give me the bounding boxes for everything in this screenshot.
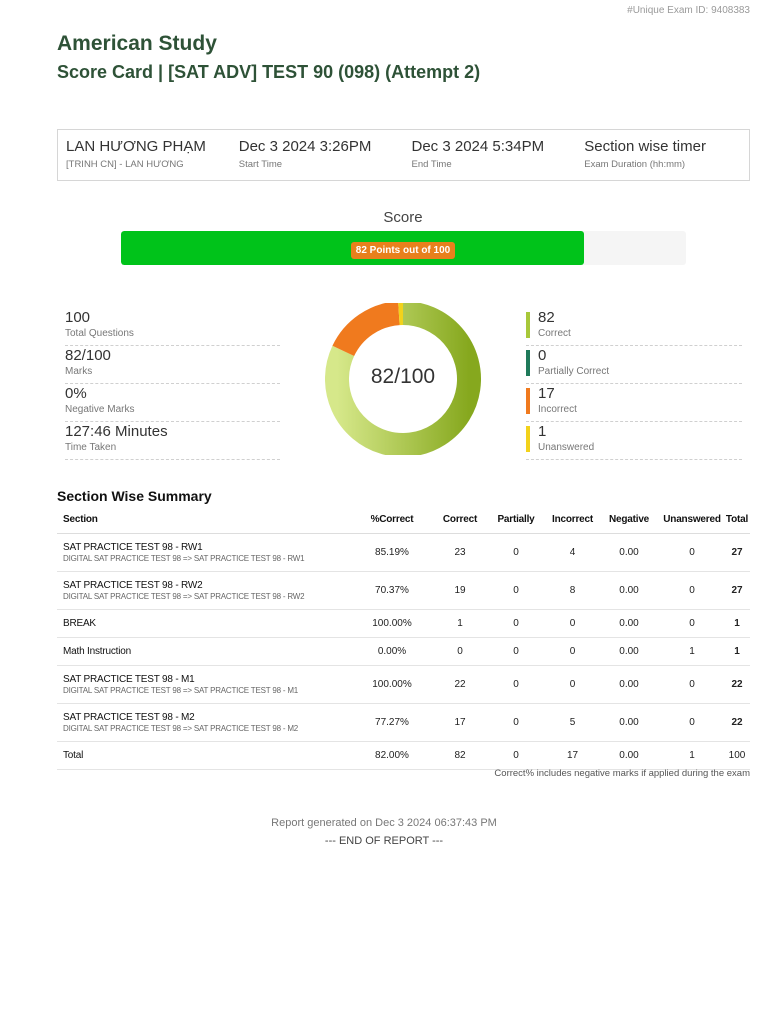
- end-of-report-text: --- END OF REPORT ---: [324, 835, 444, 847]
- legend-swatch-partial: [526, 350, 530, 376]
- stat-correct: [526, 308, 742, 346]
- correct-cell: 22: [435, 665, 485, 703]
- section-path: DIGITAL SAT PRACTICE TEST 98 => SAT PRACTICE TEST 98 - M2: [63, 723, 299, 733]
- table-row: [57, 637, 750, 665]
- donut-slice-incorrect: [343, 313, 399, 351]
- correct-cell: 82: [435, 741, 485, 769]
- scorecard-title: Score Card | [SAT ADV] TEST 90 (098) (Attempt 2): [57, 62, 481, 82]
- table-row: [57, 703, 750, 741]
- column-header: Unanswered: [660, 507, 724, 533]
- total-cell: 22: [724, 665, 750, 703]
- correct-cell: 0: [435, 637, 485, 665]
- table-row: [57, 533, 750, 571]
- unanswered-cell: 0: [660, 533, 724, 571]
- section-path: DIGITAL SAT PRACTICE TEST 98 => SAT PRACTICE TEST 98 - M1: [63, 685, 299, 695]
- pct-correct-cell: 0.00%: [349, 637, 435, 665]
- total-cell: 27: [724, 571, 750, 609]
- unanswered-cell: 0: [660, 609, 724, 637]
- org-name: American Study: [57, 32, 217, 55]
- negative-cell: 0.00: [598, 609, 660, 637]
- negative-cell: 0.00: [598, 637, 660, 665]
- pct-correct-cell: 100.00%: [349, 665, 435, 703]
- stat-value: 82/100: [65, 347, 111, 364]
- total-cell: 22: [724, 703, 750, 741]
- section-cell: [57, 637, 349, 665]
- end-time-value: Dec 3 2024 5:34PM: [411, 138, 545, 155]
- stat-label: Negative Marks: [65, 404, 135, 415]
- incorrect-cell: 0: [547, 637, 598, 665]
- legend-swatch-correct: [526, 312, 530, 338]
- stat-label: Total Questions: [65, 328, 134, 339]
- column-header: Correct: [435, 507, 485, 533]
- section-summary-title: Section Wise Summary: [57, 488, 212, 504]
- table-total-row: [57, 741, 750, 769]
- correct-cell: 1: [435, 609, 485, 637]
- total-cell: 1: [724, 609, 750, 637]
- score-donut-chart: [324, 303, 482, 455]
- partial-cell: 0: [485, 637, 547, 665]
- pct-correct-cell: 85.19%: [349, 533, 435, 571]
- column-header: %Correct: [349, 507, 435, 533]
- stat-label: Marks: [65, 366, 93, 377]
- pct-correct-cell: 70.37%: [349, 571, 435, 609]
- stat-label: Correct: [538, 328, 571, 339]
- section-name: SAT PRACTICE TEST 98 - RW2: [63, 579, 203, 591]
- partial-cell: 0: [485, 571, 547, 609]
- stats-right-list: [526, 308, 742, 460]
- stat-negative-marks: [65, 384, 280, 422]
- section-path: DIGITAL SAT PRACTICE TEST 98 => SAT PRACTICE TEST 98 - RW2: [63, 591, 305, 601]
- candidate-info-box: [57, 129, 750, 181]
- table-row: [57, 665, 750, 703]
- donut-center-label: 82/100: [370, 365, 436, 388]
- score-pill-wrap: [0, 240, 768, 259]
- partial-cell: 0: [485, 741, 547, 769]
- stat-label: Partially Correct: [538, 366, 610, 377]
- partial-cell: 0: [485, 703, 547, 741]
- table-row: [57, 571, 750, 609]
- section-cell: [57, 571, 349, 609]
- stat-marks: [65, 346, 280, 384]
- incorrect-cell: 8: [547, 571, 598, 609]
- stats-left-list: [65, 308, 280, 460]
- stat-incorrect: [526, 384, 742, 422]
- score-heading: Score: [383, 209, 423, 226]
- stat-value: 100: [65, 309, 91, 326]
- stat-label: Incorrect: [538, 404, 577, 415]
- total-cell: 1: [724, 637, 750, 665]
- section-cell: [57, 533, 349, 571]
- stat-label: Time Taken: [65, 442, 117, 453]
- duration-label: Exam Duration (hh:mm): [584, 159, 686, 170]
- correct-cell: 19: [435, 571, 485, 609]
- report-generated-text: Report generated on Dec 3 2024 06:37:43 PM: [271, 817, 497, 829]
- negative-cell: 0.00: [598, 533, 660, 571]
- incorrect-cell: 5: [547, 703, 598, 741]
- section-cell: [57, 703, 349, 741]
- unanswered-cell: 0: [660, 665, 724, 703]
- total-label-cell: [57, 741, 349, 769]
- end-time-label: End Time: [411, 159, 452, 170]
- start-time-cell: [231, 130, 404, 180]
- correct-cell: 17: [435, 703, 485, 741]
- score-points-badge: 82 Points out of 100: [351, 242, 455, 259]
- column-header: Negative: [598, 507, 660, 533]
- partial-cell: 0: [485, 533, 547, 571]
- incorrect-cell: 17: [547, 741, 598, 769]
- column-header: Section: [57, 507, 349, 533]
- section-name: SAT PRACTICE TEST 98 - M2: [63, 711, 195, 723]
- negative-cell: 0.00: [598, 571, 660, 609]
- unanswered-cell: 1: [660, 637, 724, 665]
- section-cell: [57, 665, 349, 703]
- stat-total-questions: [65, 308, 280, 346]
- pct-correct-cell: 82.00%: [349, 741, 435, 769]
- stat-label: Unanswered: [538, 442, 595, 453]
- unanswered-cell: 0: [660, 571, 724, 609]
- duration-cell: [576, 130, 749, 180]
- negative-cell: 0.00: [598, 665, 660, 703]
- negative-cell: 0.00: [598, 703, 660, 741]
- pct-correct-cell: 77.27%: [349, 703, 435, 741]
- section-path: DIGITAL SAT PRACTICE TEST 98 => SAT PRACTICE TEST 98 - RW1: [63, 553, 305, 563]
- exam-id: #Unique Exam ID: 9408383: [627, 5, 750, 16]
- section-name: Math Instruction: [63, 645, 131, 657]
- legend-swatch-unanswered: [526, 426, 530, 452]
- negative-cell: 0.00: [598, 741, 660, 769]
- total-label: Total: [63, 749, 84, 761]
- end-time-cell: [404, 130, 577, 180]
- unanswered-cell: 0: [660, 703, 724, 741]
- unanswered-cell: 1: [660, 741, 724, 769]
- incorrect-cell: 0: [547, 665, 598, 703]
- stat-value: 1: [538, 423, 547, 440]
- section-name: SAT PRACTICE TEST 98 - RW1: [63, 541, 203, 553]
- total-cell: 100: [724, 741, 750, 769]
- table-row: [57, 609, 750, 637]
- stat-value: 127:46 Minutes: [65, 423, 168, 440]
- correct-cell: 23: [435, 533, 485, 571]
- section-cell: [57, 609, 349, 637]
- section-name: BREAK: [63, 617, 96, 629]
- incorrect-cell: 4: [547, 533, 598, 571]
- section-name: SAT PRACTICE TEST 98 - M1: [63, 673, 195, 685]
- stat-partially-correct: [526, 346, 742, 384]
- column-header: Incorrect: [547, 507, 598, 533]
- incorrect-cell: 0: [547, 609, 598, 637]
- stat-value: 0%: [65, 385, 87, 402]
- stat-value: 17: [538, 385, 555, 402]
- stat-value: 82: [538, 309, 555, 326]
- candidate-name: LAN HƯƠNG PHẠM: [66, 138, 206, 155]
- candidate-group: [TRINH CN] - LAN HƯƠNG: [66, 159, 184, 170]
- candidate-name-cell: [58, 130, 231, 180]
- correct-percent-footnote: Correct% includes negative marks if applied during the exam: [494, 768, 750, 779]
- legend-swatch-incorrect: [526, 388, 530, 414]
- column-header: Partially: [485, 507, 547, 533]
- partial-cell: 0: [485, 665, 547, 703]
- partial-cell: 0: [485, 609, 547, 637]
- total-cell: 27: [724, 533, 750, 571]
- stat-value: 0: [538, 347, 547, 364]
- column-header: Total: [724, 507, 750, 533]
- start-time-label: Start Time: [238, 159, 283, 170]
- stat-unanswered: [526, 422, 742, 460]
- section-summary-table: [57, 507, 750, 770]
- start-time-value: Dec 3 2024 3:26PM: [238, 138, 372, 155]
- pct-correct-cell: 100.00%: [349, 609, 435, 637]
- table-header-row: [57, 507, 750, 533]
- duration-value: Section wise timer: [584, 138, 706, 155]
- stat-time-taken: [65, 422, 280, 460]
